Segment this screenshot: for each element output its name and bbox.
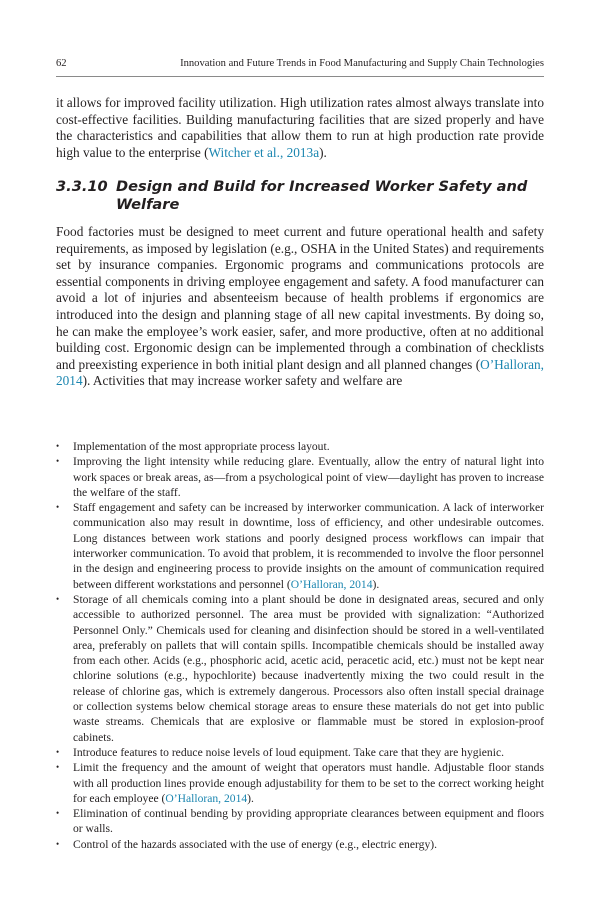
paragraph-text: it allows for improved facility utilization. High utilization rates almost always translate into cost-effective facilities. Building manufacturing facilities that are sized properly and have the characteristics and capabilities that allow them to run at high production rate provide high value to the enterprise ( [56, 95, 544, 160]
item-text: ). [372, 577, 380, 591]
list-item [56, 806, 544, 837]
item-text: ). [247, 791, 254, 805]
paragraph-text: ). Activities that may increase worker safety and welfare are [82, 373, 403, 389]
list-item [56, 745, 544, 760]
citation-link[interactable]: Witcher et al., 2013a [208, 144, 320, 160]
list-item [56, 760, 544, 806]
paragraph-text: ). [319, 144, 327, 160]
item-text: Limit the frequency and the amount of weight that operators must handle. Adjustable floor stands with all production lines provide enough adjustability for them to be set to the correct working height for each employee ( [73, 761, 544, 805]
item-text: Improving the light intensity while reducing glare. Eventually, allow the entry of natural light into work spaces or break areas, as—from a psychological point of view—daylight has proven to increase the welfare of the staff. [73, 455, 544, 499]
section-number: 3.3.10 [56, 178, 108, 195]
section-heading [56, 178, 544, 214]
item-text: Implementation of the most appropriate process layout. [73, 440, 330, 453]
citation-link[interactable]: O’Halloran, 2014 [56, 356, 544, 389]
list-item [56, 439, 544, 454]
list-item [56, 500, 544, 592]
section-title: Design and Build for Increased Worker Safety and Welfare [116, 178, 528, 213]
item-text: Staff engagement and safety can be increased by interworker communication. A lack of interworker communication also may result in downtime, loss of efficiency, and other undesirable outcomes. Long distances between work stations and poorly designed process workflows can impair that interworker communication. To avoid that problem, it is recommended to involve the floor personnel in the design and engineering process to provide insights on the amount of communication required between different workstations and personnel ( [73, 501, 544, 591]
citation-link[interactable]: O’Halloran, 2014 [165, 791, 248, 805]
item-text: Storage of all chemicals coming into a plant should be done in designated areas, secured and only accessible to authorized personnel. The area must be provided with signalization: “Authorized Personnel Only.” Chemicals used for cleaning and disinfection should be stored in a well-ventilated area, preferably on pallets that will contain spills. Incompatible chemicals should be installed away from each other. Acids (e.g., phosphoric acid, acetic acid, peracetic acid, etc.) must not be kept near chlorine solutions (e.g., hypochlorite) because inadvertently mixing the two could result in the release of chlorine gas, which is extremely dangerous. Processors also often install special drainage or collection systems below chemical storage areas to ensure these materials do not get into public waste streams. Chemicals that are explosive or flammable must be stored in explosion-proof cabinets. [73, 592, 544, 744]
paragraph-text: Food factories must be designed to meet current and future operational health and safety requirements, as imposed by legislation (e.g., OSHA in the United States) and requirements set by insurance companies. Ergonomic programs and communications protocols are essential components in driving employee engagement and safety. A food manufacturer can avoid a lot of injuries and absenteeism because of health problems if ergonomics are introduced into the design and planning stage of all new capital investments. By doing so, he can make the employee’s work easier, safer, and more productive, often at no additional building cost. Ergonomic design can be implemented through a combination of checklists and preexisting experience in both initial plant design and all planned changes ( [56, 224, 544, 372]
item-text: Control of the hazards associated with the use of energy (e.g., electric energy). [73, 837, 437, 851]
bullet-list [56, 439, 544, 852]
intro-paragraph [56, 95, 544, 161]
list-item [56, 592, 544, 745]
list-item [56, 837, 544, 852]
running-header [56, 58, 544, 69]
list-item [56, 454, 544, 500]
running-title: Innovation and Future Trends in Food Manufacturing and Supply Chain Technologies [180, 58, 544, 69]
body-paragraph [56, 224, 544, 390]
citation-link[interactable]: O’Halloran, 2014 [290, 577, 373, 591]
header-rule [56, 76, 544, 77]
page-number: 62 [56, 58, 67, 69]
item-text: Elimination of continual bending by providing appropriate clearances between equipment and floors or walls. [73, 807, 544, 836]
item-text: Introduce features to reduce noise levels of loud equipment. Take care that they are hygienic. [73, 745, 504, 759]
